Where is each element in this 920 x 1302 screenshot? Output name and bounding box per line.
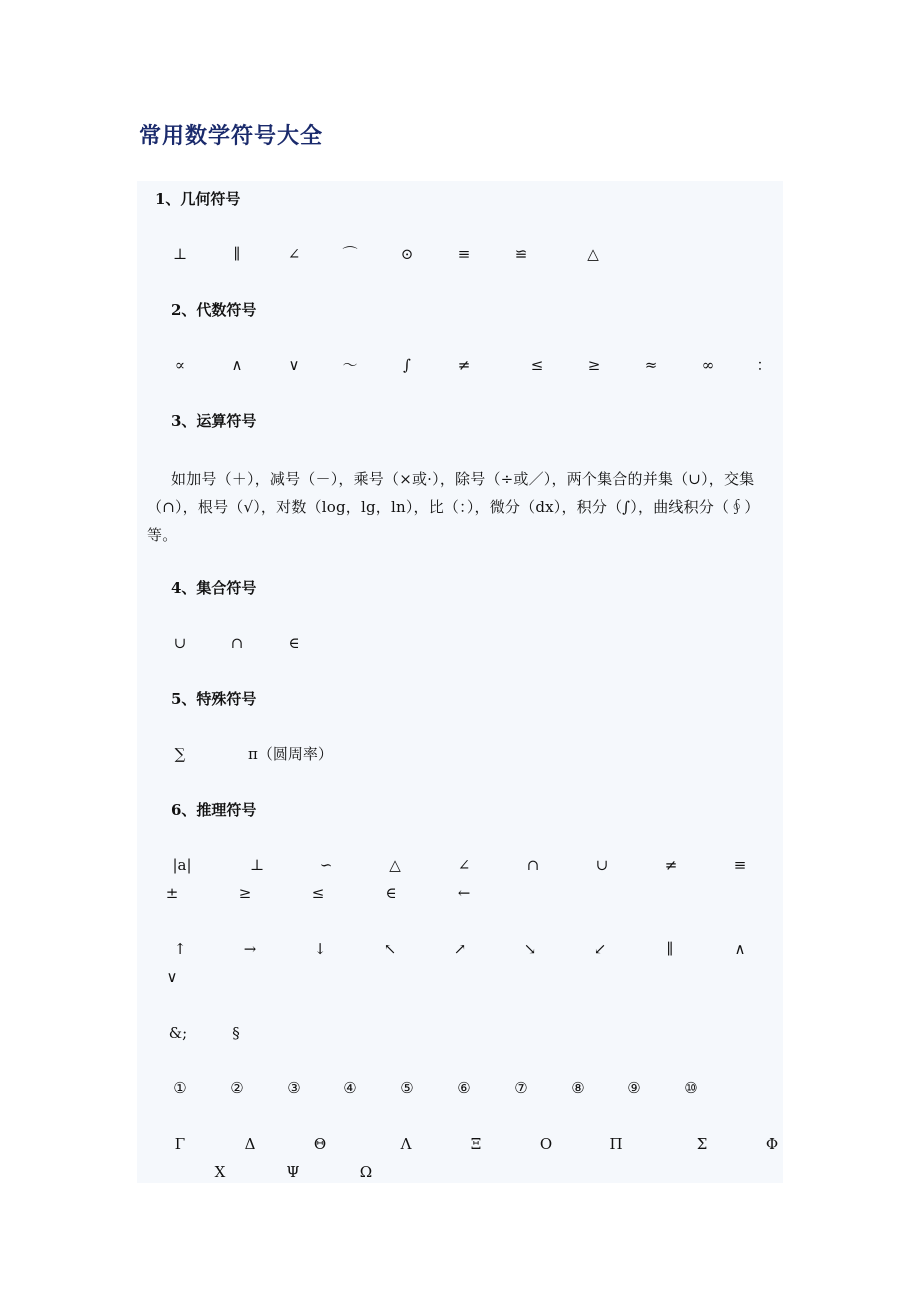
reasoning-symbol: ↘ — [523, 940, 537, 958]
reasoning-symbol: Λ — [400, 1135, 412, 1153]
set-symbol: ∪ — [173, 634, 187, 652]
geometry-symbol: ≡ — [457, 245, 471, 263]
reasoning-symbol: ≠ — [664, 856, 678, 874]
operations-paragraph — [147, 465, 783, 549]
reasoning-symbol: |a| — [172, 856, 192, 874]
reasoning-symbol: → — [243, 940, 257, 958]
geometry-symbol: ≌ — [514, 245, 528, 263]
geometry-symbol: ∠ — [287, 245, 301, 263]
section-heading-algebra: 2、代数符号 — [171, 301, 257, 319]
reasoning-symbol: ⑤ — [400, 1079, 414, 1097]
reasoning-symbol: Ξ — [470, 1135, 482, 1153]
reasoning-symbol: ∽ — [319, 856, 333, 874]
reasoning-symbol: ≥ — [238, 884, 252, 902]
reasoning-symbol: Θ — [313, 1135, 327, 1153]
reasoning-symbol: ∠ — [457, 856, 471, 874]
algebra-symbol: ≈ — [644, 356, 658, 374]
reasoning-symbol: ∈ — [385, 884, 397, 902]
section-heading-reasoning: 6、推理符号 — [171, 801, 257, 819]
reasoning-symbol: ⑥ — [457, 1079, 471, 1097]
algebra-symbol: ≠ — [457, 356, 471, 374]
geometry-symbol: △ — [587, 245, 599, 263]
page-title: 常用数学符号大全 — [139, 123, 324, 149]
reasoning-symbol: Ω — [359, 1163, 373, 1181]
reasoning-symbol: Χ — [214, 1163, 226, 1181]
section-heading-sets: 4、集合符号 — [171, 579, 257, 597]
reasoning-symbol: ⑨ — [627, 1079, 641, 1097]
reasoning-symbol: Δ — [244, 1135, 256, 1153]
section-heading-operations: 3、运算符号 — [171, 412, 257, 430]
reasoning-symbol: ∥ — [666, 940, 674, 958]
reasoning-symbol: ① — [173, 1079, 187, 1097]
algebra-symbol: ∞ — [701, 356, 715, 374]
reasoning-symbol: ∪ — [595, 856, 609, 874]
algebra-symbol: ∧ — [231, 356, 243, 374]
algebra-symbol: ： — [756, 356, 772, 374]
reasoning-symbol: ≡ — [733, 856, 747, 874]
reasoning-symbol: ⑩ — [684, 1079, 698, 1097]
reasoning-symbol: ∨ — [166, 968, 178, 986]
reasoning-symbol: ± — [165, 884, 179, 902]
reasoning-symbol: ∧ — [734, 940, 746, 958]
geometry-symbol: ⌒ — [342, 245, 358, 263]
reasoning-symbol: ↑ — [173, 940, 187, 958]
geometry-symbol: ⊙ — [400, 245, 414, 263]
algebra-symbol: ≥ — [587, 356, 601, 374]
reasoning-symbol: Φ — [765, 1135, 779, 1153]
reasoning-symbol: ↗ — [453, 940, 467, 958]
reasoning-symbol: Ο — [539, 1135, 553, 1153]
reasoning-symbol: Ψ — [286, 1163, 300, 1181]
reasoning-symbol: Π — [609, 1135, 623, 1153]
reasoning-symbol: ④ — [343, 1079, 357, 1097]
reasoning-symbol: ⑦ — [514, 1079, 528, 1097]
algebra-symbol: ～ — [342, 356, 358, 374]
reasoning-symbol: ③ — [287, 1079, 301, 1097]
set-symbol: ∩ — [230, 634, 244, 652]
algebra-symbol: ∫ — [403, 356, 411, 374]
section-heading-geometry: 1、几何符号 — [155, 190, 241, 208]
reasoning-symbol: ← — [457, 884, 471, 902]
special-symbol: ∑ — [174, 745, 186, 763]
section-heading-special: 5、特殊符号 — [171, 690, 257, 708]
reasoning-symbol: ↖ — [383, 940, 397, 958]
geometry-symbol: ∥ — [233, 245, 241, 263]
content-box — [137, 181, 783, 1183]
reasoning-symbol: ↙ — [593, 940, 607, 958]
reasoning-symbol: ≤ — [311, 884, 325, 902]
reasoning-symbol: ↓ — [313, 940, 327, 958]
reasoning-symbol: ⊥ — [249, 856, 265, 874]
reasoning-symbol: ② — [230, 1079, 244, 1097]
reasoning-symbol: § — [232, 1024, 240, 1042]
algebra-symbol: ∨ — [288, 356, 300, 374]
geometry-symbol: ⊥ — [172, 245, 188, 263]
set-symbol: ∈ — [288, 634, 300, 652]
algebra-symbol: ≤ — [530, 356, 544, 374]
operations-paragraph-text: 如加号（＋），减号（－），乘号（×或·），除号（÷或／），两个集合的并集（∪），交集（∩），根号（√），对数（log，lg，ln），比（：），微分（dx），积分（∫），曲线积分（∮）等。 — [147, 470, 760, 544]
reasoning-symbol: Σ — [696, 1135, 708, 1153]
reasoning-symbol: ∩ — [526, 856, 540, 874]
algebra-symbol: ∝ — [174, 356, 186, 374]
reasoning-symbol: ⑧ — [571, 1079, 585, 1097]
reasoning-symbol: &; — [168, 1024, 188, 1042]
special-symbol: π（圆周率） — [248, 745, 333, 763]
reasoning-symbol: Γ — [174, 1135, 186, 1153]
reasoning-symbol: △ — [389, 856, 401, 874]
